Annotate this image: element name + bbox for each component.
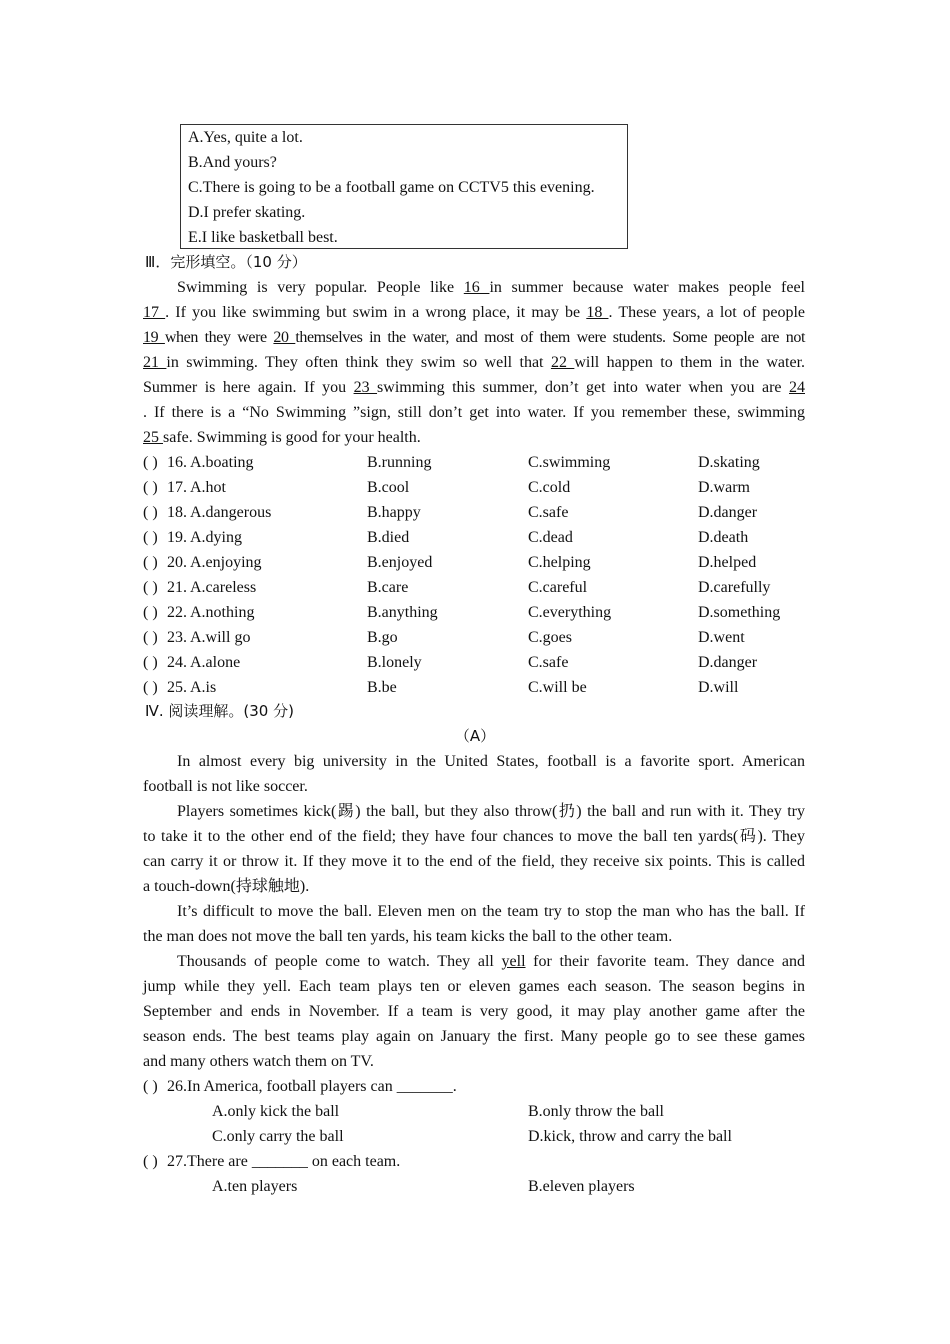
option-d: D.carefully [698,579,771,596]
q26-option-d: D.kick, throw and carry the ball [528,1128,732,1145]
option-c: C.will be [528,679,587,696]
q27-option-a: A.ten players [212,1178,298,1195]
reading-text: Thousands of people come to watch. They all [177,953,502,970]
option-c: C.cold [528,479,571,496]
cloze-text: safe. Swimming is good for your health. [163,429,421,446]
option-c: C.helping [528,554,591,571]
blank-22: 22 [550,354,575,371]
option-d: D.danger [698,654,758,671]
option-a: A.will go [190,629,251,646]
box-option-b: B.And yours? [188,154,277,171]
cloze-text: . If there is a “No Swimming ”sign, still don’t get into water. If you remember these, swimming [143,404,805,421]
option-b: B.happy [367,504,421,521]
option-b: B.anything [367,604,438,621]
option-c: C.swimming [528,454,611,471]
option-b: B.care [367,579,409,596]
cloze-text: in summer because water makes people feel [489,279,806,296]
blank-24: 24 [789,379,805,396]
cloze-line-3 [143,325,805,350]
q27-option-b: B.eleven players [528,1178,635,1195]
cloze-line-1 [177,275,805,300]
blank-20: 20 [273,329,296,346]
answer-paren: ( ) [143,479,158,496]
reading-p3-line-2: the man does not move the ball ten yards, his team kicks the ball to the other team. [143,928,673,945]
question-number: 24. [167,654,187,671]
option-a: A.boating [190,454,254,471]
answer-paren: ( ) [143,554,158,571]
question-number: 25. [167,679,187,696]
option-b: B.died [367,529,410,546]
option-d: D.warm [698,479,750,496]
reading-p4-line-4: season ends. The best teams play again on January the first. Many people go to see these games [143,1028,805,1045]
question-number: 20. [167,554,187,571]
reading-p3-line-1: It’s difficult to move the ball. Eleven men on the team try to stop the man who has the ball. If [177,903,805,920]
section-3-title: Ⅲ．完形填空。（10 分） [145,253,307,271]
reading-p2-line-2: to take it to the other end of the field; they have four chances to move the ball ten yards(码). They [143,828,806,845]
cloze-text: in swimming. They often think they swim so well that [166,354,551,371]
cloze-text: themselves in the water, and most of them were students. Some people are not [295,329,806,346]
reading-p4-line-5: and many others watch them on TV. [143,1053,374,1070]
q26-option-b: B.only throw the ball [528,1103,664,1120]
option-a: A.dying [190,529,242,546]
reading-text: for their favorite team. They dance and [525,953,805,970]
option-b: B.lonely [367,654,422,671]
option-d: D.death [698,529,749,546]
option-d: D.went [698,629,745,646]
box-option-e: E.I like basketball best. [188,229,338,246]
question-number: 18. [167,504,187,521]
box-option-a: A.Yes, quite a lot. [188,129,303,146]
option-c: C.safe [528,504,569,521]
answer-paren: ( ) [143,654,158,671]
option-d: D.helped [698,554,757,571]
question-number: 21. [167,579,187,596]
cloze-text: Swimming is very popular. People like [177,279,464,296]
cloze-line-7 [143,425,805,450]
option-a: A.careless [190,579,257,596]
blank-23: 23 [353,379,378,396]
answer-paren: ( ) [143,579,158,596]
question-27-text: 27.There are _______ on each team. [167,1153,401,1170]
option-c: C.safe [528,654,569,671]
option-a: A.enjoying [190,554,262,571]
option-d: D.danger [698,504,758,521]
reading-p2-line-3: can carry it or throw it. If they move it to the end of the field, they receive six points. This is called [143,853,805,870]
dialogue-options-box [180,124,628,249]
answer-paren: ( ) [143,679,158,696]
question-number: 22. [167,604,187,621]
option-b: B.cool [367,479,410,496]
option-a: A.is [190,679,217,696]
blank-17: 17 [143,304,166,321]
cloze-text: . These years, a lot of people [608,304,806,321]
reading-p1-line-1: In almost every big university in the United States, football is a favorite sport. American [177,753,805,770]
option-a: A.hot [190,479,226,496]
answer-paren-26: ( ) [143,1078,158,1095]
q26-option-c: C.only carry the ball [212,1128,344,1145]
blank-21: 21 [143,354,167,371]
option-d: D.will [698,679,739,696]
option-b: B.go [367,629,398,646]
option-c: C.dead [528,529,573,546]
reading-p4-line-3: September and ends in November. If a team is very good, it may play another game after the [143,1003,805,1020]
reading-p2-line-1: Players sometimes kick(踢) the ball, but they also throw(扔) the ball and run with it. They try [177,803,805,820]
cloze-line-6 [143,400,805,425]
reading-p4-line-1 [177,949,805,974]
reading-p2-line-4: a touch-down(持球触地). [143,878,310,895]
question-26-text: 26.In America, football players can _______. [167,1078,457,1095]
answer-paren: ( ) [143,529,158,546]
blank-18: 18 [586,304,609,321]
cloze-text: Summer is here again. If you [143,379,354,396]
option-b: B.running [367,454,432,471]
answer-paren-27: ( ) [143,1153,158,1170]
answer-paren: ( ) [143,504,158,521]
answer-paren: ( ) [143,629,158,646]
question-number: 23. [167,629,187,646]
blank-25: 25 [143,429,163,446]
cloze-text: swimming this summer, don’t get into water when you are [377,379,789,396]
blank-19: 19 [143,329,165,346]
cloze-text: . If you like swimming but swim in a wrong place, it may be [165,304,587,321]
option-a: A.nothing [190,604,255,621]
cloze-text: will happen to them in the water. [574,354,806,371]
option-d: D.something [698,604,781,621]
underlined-word-yell: yell [501,953,526,970]
option-b: B.enjoyed [367,554,433,571]
section-4-title: Ⅳ. 阅读理解。(30 分) [145,702,294,720]
option-a: A.alone [190,654,241,671]
reading-p4-line-2: jump while they yell. Each team plays ten or eleven games each season. The season begins in [143,978,805,995]
option-c: C.careful [528,579,588,596]
option-b: B.be [367,679,397,696]
question-number: 17. [167,479,187,496]
answer-paren: ( ) [143,604,158,621]
option-c: C.everything [528,604,612,621]
option-d: D.skating [698,454,760,471]
passage-label: （A） [454,727,496,745]
reading-p1-line-2: football is not like soccer. [143,778,308,795]
question-number: 19. [167,529,187,546]
option-a: A.dangerous [190,504,272,521]
cloze-text: when they were [164,329,274,346]
cloze-line-5 [143,375,805,400]
q26-option-a: A.only kick the ball [212,1103,340,1120]
question-number: 16. [167,454,187,471]
option-c: C.goes [528,629,572,646]
box-option-d: D.I prefer skating. [188,204,306,221]
answer-paren: ( ) [143,454,158,471]
cloze-line-2 [143,300,805,325]
box-option-c: C.There is going to be a football game on CCTV5 this evening. [188,179,595,196]
blank-16: 16 [463,279,490,296]
cloze-line-4 [143,350,805,375]
